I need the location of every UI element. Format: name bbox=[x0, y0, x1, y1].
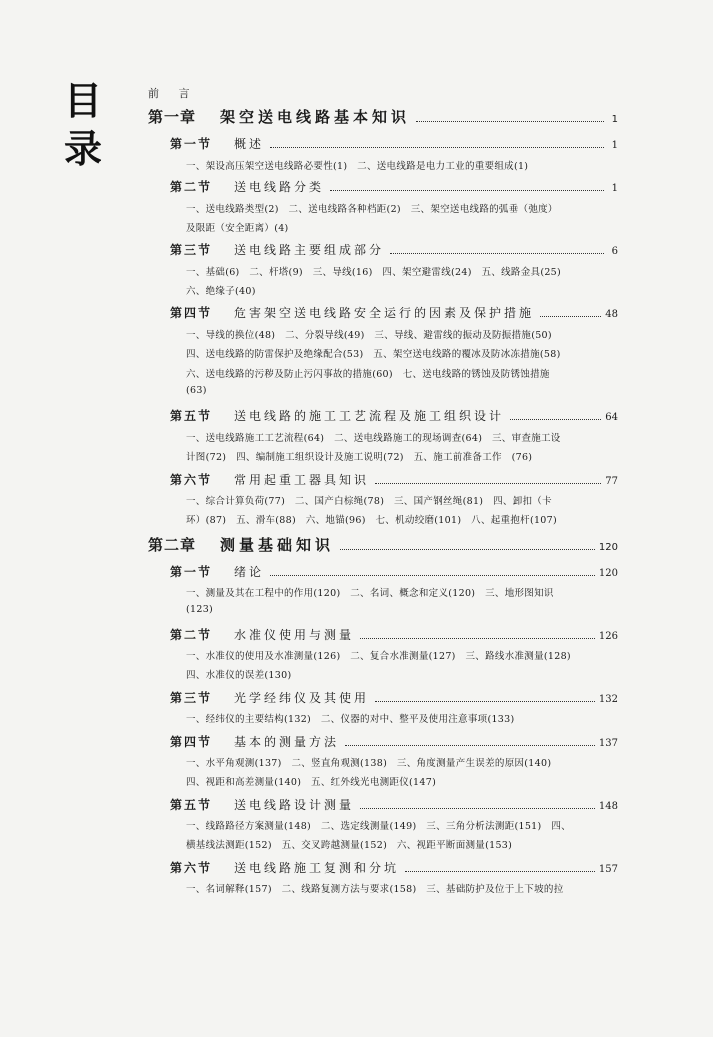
dot-leader bbox=[390, 253, 604, 254]
dot-leader bbox=[510, 419, 601, 420]
section-title: 绪论 bbox=[234, 565, 265, 579]
section-number: 第二节 bbox=[170, 180, 213, 194]
subentry-line: 一、水准仪的使用及水准测量(126) 二、复合水准测量(127) 三、路线水准测量(128) bbox=[186, 651, 571, 662]
section-number: 第四节 bbox=[170, 735, 213, 749]
section-number: 第三节 bbox=[170, 243, 213, 257]
section-number: 第五节 bbox=[170, 798, 213, 812]
section-title: 送电线路设计测量 bbox=[234, 798, 355, 812]
page-number: 132 bbox=[598, 694, 618, 705]
subentry-line: 六、绝缘子(40) bbox=[186, 286, 256, 297]
page-number: 157 bbox=[598, 864, 618, 875]
dot-leader bbox=[405, 871, 595, 872]
page-number: 6 bbox=[611, 246, 618, 257]
page-number: 120 bbox=[598, 542, 618, 553]
chapter-entry bbox=[148, 106, 618, 127]
section-number: 第六节 bbox=[170, 473, 213, 487]
page-number: 120 bbox=[598, 568, 618, 579]
section-number: 第三节 bbox=[170, 691, 213, 705]
section-title: 基本的测量方法 bbox=[234, 735, 340, 749]
section-title: 概述 bbox=[234, 137, 265, 151]
section-number: 第六节 bbox=[170, 861, 213, 875]
section-entry bbox=[170, 135, 618, 152]
section-entry bbox=[170, 733, 618, 750]
section-entry bbox=[170, 304, 618, 321]
dot-leader bbox=[375, 483, 601, 484]
subentry-line: 四、视距和高差测量(140) 五、红外线光电测距仪(147) bbox=[186, 777, 437, 788]
section-entry bbox=[170, 178, 618, 195]
section-entry bbox=[170, 407, 618, 424]
chapter-entry bbox=[148, 534, 618, 555]
section-title: 送电线路分类 bbox=[234, 180, 325, 194]
section-entry bbox=[170, 471, 618, 488]
section-title: 送电线路的施工工艺流程及施工组织设计 bbox=[234, 409, 505, 423]
subentry-line: 一、经纬仪的主要结构(132) 二、仪器的对中、整平及使用注意事项(133) bbox=[186, 714, 515, 725]
section-number: 第一节 bbox=[170, 137, 213, 151]
page-number: 148 bbox=[598, 801, 618, 812]
section-entry bbox=[170, 796, 618, 813]
chapter-number: 第二章 bbox=[148, 536, 197, 554]
page-number: 1 bbox=[611, 114, 618, 125]
subentry-line: 一、基础(6) 二、杆塔(9) 三、导线(16) 四、架空避雷线(24) 五、线路金具(25) bbox=[186, 267, 562, 278]
section-number: 第二节 bbox=[170, 628, 213, 642]
chapter-title: 架空送电线路基本知识 bbox=[220, 108, 411, 126]
subentry-line: 一、送电线路类型(2) 二、送电线路各种档距(2) 三、架空送电线路的弧垂（弛度） bbox=[186, 204, 558, 215]
subentry-line: (63) bbox=[186, 385, 207, 396]
page-number: 1 bbox=[611, 140, 618, 151]
dot-leader bbox=[270, 575, 595, 576]
section-number: 第四节 bbox=[170, 306, 213, 320]
page-number: 126 bbox=[598, 631, 618, 642]
section-title: 水准仪使用与测量 bbox=[234, 628, 355, 642]
subentry-line: 一、综合计算负荷(77) 二、国产白棕绳(78) 三、国产钢丝绳(81) 四、卸扣（卡 bbox=[186, 496, 552, 507]
chapter-number: 第一章 bbox=[148, 108, 197, 126]
subentry-line: 一、名词解释(157) 二、线路复测方法与要求(158) 三、基础防护及位于上下坡的拉 bbox=[186, 884, 564, 895]
dot-leader bbox=[345, 745, 595, 746]
subentry-line: 一、线路路径方案测量(148) 二、选定线测量(149) 三、三角分析法测距(151) 四、 bbox=[186, 821, 571, 832]
section-title: 光学经纬仪及其使用 bbox=[234, 691, 370, 705]
preface-entry: 前 言 bbox=[148, 87, 198, 100]
subentry-line: 四、水准仪的误差(130) bbox=[186, 670, 292, 681]
subentry-line: 一、架设高压架空送电线路必要性(1) 二、送电线路是电力工业的重要组成(1) bbox=[186, 161, 529, 172]
subentry-line: 一、测量及其在工程中的作用(120) 二、名词、概念和定义(120) 三、地形图知识 bbox=[186, 588, 554, 599]
section-title: 送电线路主要组成部分 bbox=[234, 243, 385, 257]
page-number: 1 bbox=[611, 183, 618, 194]
subentry-line: 环）(87) 五、滑车(88) 六、地锚(96) 七、机动绞磨(101) 八、起重抱杆(107) bbox=[186, 515, 557, 526]
dot-leader bbox=[340, 549, 595, 550]
dot-leader bbox=[360, 808, 595, 809]
dot-leader bbox=[540, 316, 601, 317]
toc-title-char-2: 录 bbox=[64, 127, 103, 171]
section-entry bbox=[170, 689, 618, 706]
subentry-line: 一、送电线路施工工艺流程(64) 二、送电线路施工的现场调查(64) 三、审查施工设 bbox=[186, 433, 561, 444]
subentry-line: 一、水平角观测(137) 二、竖直角观测(138) 三、角度测量产生误差的原因(140) bbox=[186, 758, 552, 769]
section-number: 第一节 bbox=[170, 565, 213, 579]
dot-leader bbox=[270, 147, 604, 148]
subentry-line: 四、送电线路的防雷保护及绝缘配合(53) 五、架空送电线路的覆冰及防冰冻措施(58) bbox=[186, 349, 561, 360]
dot-leader bbox=[375, 701, 595, 702]
dot-leader bbox=[416, 121, 604, 122]
dot-leader bbox=[330, 190, 604, 191]
chapter-title: 测量基础知识 bbox=[220, 536, 335, 554]
subentry-line: 六、送电线路的污秽及防止污闪事故的措施(60) 七、送电线路的锈蚀及防锈蚀措施 bbox=[186, 369, 550, 380]
subentry-line: 一、导线的换位(48) 二、分裂导线(49) 三、导线、避雷线的振动及防振措施(50) bbox=[186, 330, 552, 341]
section-entry bbox=[170, 626, 618, 643]
section-number: 第五节 bbox=[170, 409, 213, 423]
section-title: 危害架空送电线路安全运行的因素及保护措施 bbox=[234, 306, 535, 320]
section-title: 送电线路施工复测和分坑 bbox=[234, 861, 400, 875]
toc-title-char-1: 目 bbox=[64, 79, 103, 123]
section-entry bbox=[170, 241, 618, 258]
subentry-line: 及限距（安全距离）(4) bbox=[186, 223, 289, 234]
subentry-line: 横基线法测距(152) 五、交叉跨越测量(152) 六、视距平断面测量(153) bbox=[186, 840, 513, 851]
section-title: 常用起重工器具知识 bbox=[234, 473, 370, 487]
subentry-line: (123) bbox=[186, 604, 214, 615]
page-number: 48 bbox=[605, 309, 618, 320]
subentry-line: 计图(72) 四、编制施工组织设计及施工说明(72) 五、施工前准备工作 (76) bbox=[186, 452, 533, 463]
section-entry bbox=[170, 563, 618, 580]
page-number: 137 bbox=[598, 738, 618, 749]
section-entry bbox=[170, 859, 618, 876]
page-number: 77 bbox=[605, 476, 618, 487]
dot-leader bbox=[360, 638, 595, 639]
page-number: 64 bbox=[605, 412, 618, 423]
